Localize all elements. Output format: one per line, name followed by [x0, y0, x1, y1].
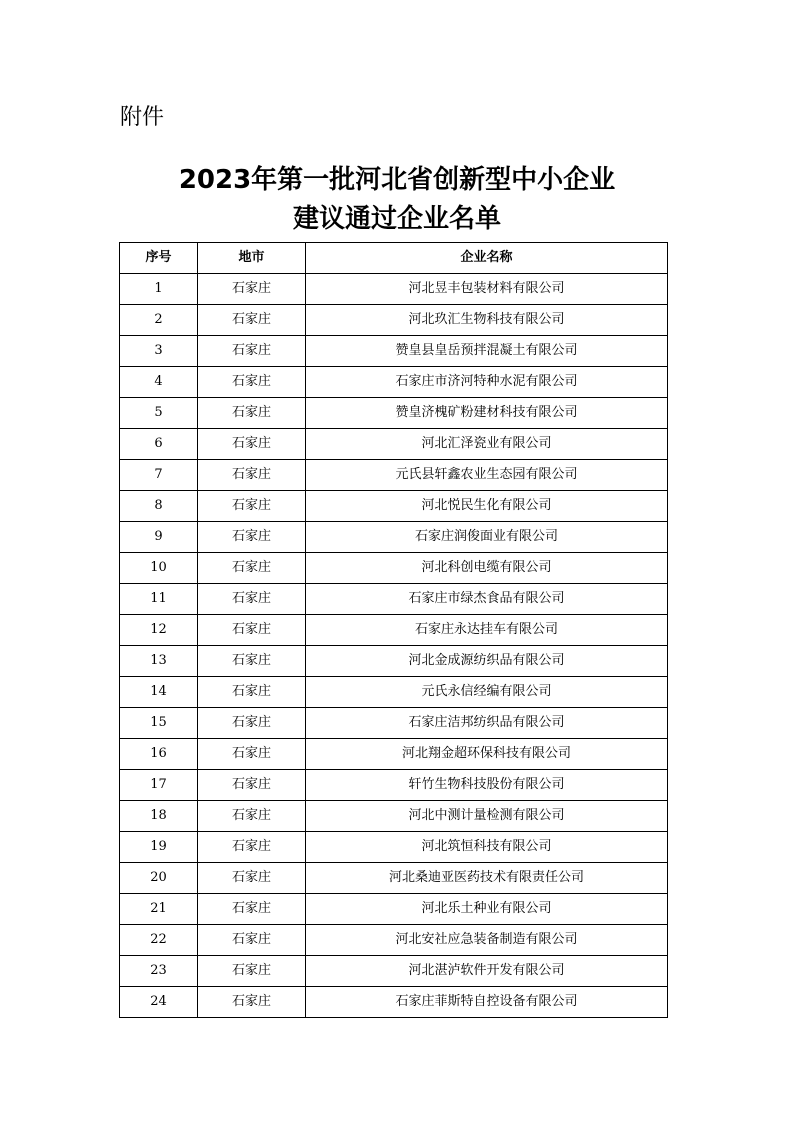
cell-enterprise-name: 河北汇泽瓷业有限公司 [306, 429, 668, 460]
cell-city: 石家庄 [198, 615, 306, 646]
cell-city: 石家庄 [198, 677, 306, 708]
cell-enterprise-name: 轩竹生物科技股份有限公司 [306, 770, 668, 801]
cell-enterprise-name: 赞皇县皇岳预拌混凝土有限公司 [306, 336, 668, 367]
cell-enterprise-name: 河北昱丰包装材料有限公司 [306, 274, 668, 305]
table-row [120, 863, 668, 894]
cell-city: 石家庄 [198, 987, 306, 1018]
cell-serial-number: 8 [120, 491, 198, 522]
cell-serial-number: 11 [120, 584, 198, 615]
cell-serial-number: 1 [120, 274, 198, 305]
table-row [120, 553, 668, 584]
cell-serial-number: 13 [120, 646, 198, 677]
cell-city: 石家庄 [198, 832, 306, 863]
cell-enterprise-name: 河北科创电缆有限公司 [306, 553, 668, 584]
cell-serial-number: 4 [120, 367, 198, 398]
cell-serial-number: 5 [120, 398, 198, 429]
table-row [120, 739, 668, 770]
cell-city: 石家庄 [198, 336, 306, 367]
cell-serial-number: 17 [120, 770, 198, 801]
table-row [120, 336, 668, 367]
enterprise-table [119, 242, 668, 1018]
table-row [120, 429, 668, 460]
cell-city: 石家庄 [198, 460, 306, 491]
cell-serial-number: 16 [120, 739, 198, 770]
cell-city: 石家庄 [198, 553, 306, 584]
cell-enterprise-name: 元氏县轩鑫农业生态园有限公司 [306, 460, 668, 491]
cell-serial-number: 14 [120, 677, 198, 708]
cell-enterprise-name: 河北中测计量检测有限公司 [306, 801, 668, 832]
cell-city: 石家庄 [198, 956, 306, 987]
cell-serial-number: 15 [120, 708, 198, 739]
cell-enterprise-name: 河北玖汇生物科技有限公司 [306, 305, 668, 336]
cell-enterprise-name: 河北翔金超环保科技有限公司 [306, 739, 668, 770]
table-row [120, 367, 668, 398]
table-row [120, 801, 668, 832]
cell-city: 石家庄 [198, 367, 306, 398]
cell-city: 石家庄 [198, 801, 306, 832]
table-row [120, 274, 668, 305]
table-row [120, 677, 668, 708]
cell-serial-number: 9 [120, 522, 198, 553]
cell-serial-number: 24 [120, 987, 198, 1018]
cell-city: 石家庄 [198, 429, 306, 460]
cell-serial-number: 19 [120, 832, 198, 863]
table-row [120, 460, 668, 491]
cell-city: 石家庄 [198, 894, 306, 925]
cell-enterprise-name: 石家庄市济河特种水泥有限公司 [306, 367, 668, 398]
cell-city: 石家庄 [198, 398, 306, 429]
cell-serial-number: 20 [120, 863, 198, 894]
table-row [120, 522, 668, 553]
table-row [120, 584, 668, 615]
cell-city: 石家庄 [198, 305, 306, 336]
cell-city: 石家庄 [198, 863, 306, 894]
header-serial-number: 序号 [120, 243, 198, 274]
cell-enterprise-name: 河北桑迪亚医药技术有限责任公司 [306, 863, 668, 894]
cell-city: 石家庄 [198, 491, 306, 522]
cell-enterprise-name: 河北悦民生化有限公司 [306, 491, 668, 522]
cell-enterprise-name: 石家庄永达挂车有限公司 [306, 615, 668, 646]
cell-serial-number: 3 [120, 336, 198, 367]
cell-city: 石家庄 [198, 522, 306, 553]
table-row [120, 956, 668, 987]
cell-serial-number: 7 [120, 460, 198, 491]
cell-enterprise-name: 河北金成源纺织品有限公司 [306, 646, 668, 677]
cell-enterprise-name: 石家庄润俊面业有限公司 [306, 522, 668, 553]
cell-enterprise-name: 河北筑恒科技有限公司 [306, 832, 668, 863]
table-row [120, 646, 668, 677]
table-row [120, 615, 668, 646]
cell-serial-number: 6 [120, 429, 198, 460]
table-row [120, 491, 668, 522]
cell-enterprise-name: 赞皇济槐矿粉建材科技有限公司 [306, 398, 668, 429]
cell-enterprise-name: 石家庄洁邦纺织品有限公司 [306, 708, 668, 739]
document-subtitle: 建议通过企业名单 [292, 204, 501, 234]
cell-city: 石家庄 [198, 584, 306, 615]
cell-enterprise-name: 河北乐土种业有限公司 [306, 894, 668, 925]
cell-city: 石家庄 [198, 925, 306, 956]
cell-serial-number: 23 [120, 956, 198, 987]
cell-enterprise-name: 元氏永信经编有限公司 [306, 677, 668, 708]
cell-serial-number: 22 [120, 925, 198, 956]
header-city: 地市 [198, 243, 306, 274]
attachment-label: 附件 [120, 105, 165, 130]
cell-enterprise-name: 河北安社应急装备制造有限公司 [306, 925, 668, 956]
table-row [120, 894, 668, 925]
table-row [120, 708, 668, 739]
table-row [120, 770, 668, 801]
cell-serial-number: 2 [120, 305, 198, 336]
cell-enterprise-name: 石家庄市绿杰食品有限公司 [306, 584, 668, 615]
cell-serial-number: 12 [120, 615, 198, 646]
table-row [120, 305, 668, 336]
table-row [120, 987, 668, 1018]
table-row [120, 398, 668, 429]
cell-enterprise-name: 石家庄菲斯特自控设备有限公司 [306, 987, 668, 1018]
table-row [120, 832, 668, 863]
cell-city: 石家庄 [198, 770, 306, 801]
cell-serial-number: 21 [120, 894, 198, 925]
cell-city: 石家庄 [198, 708, 306, 739]
cell-enterprise-name: 河北湛泸软件开发有限公司 [306, 956, 668, 987]
table-header-row [120, 243, 668, 274]
cell-serial-number: 10 [120, 553, 198, 584]
cell-city: 石家庄 [198, 739, 306, 770]
document-title: 2023年第一批河北省创新型中小企业 [178, 165, 616, 195]
cell-serial-number: 18 [120, 801, 198, 832]
table-row [120, 925, 668, 956]
cell-city: 石家庄 [198, 646, 306, 677]
cell-city: 石家庄 [198, 274, 306, 305]
header-enterprise-name: 企业名称 [306, 243, 668, 274]
